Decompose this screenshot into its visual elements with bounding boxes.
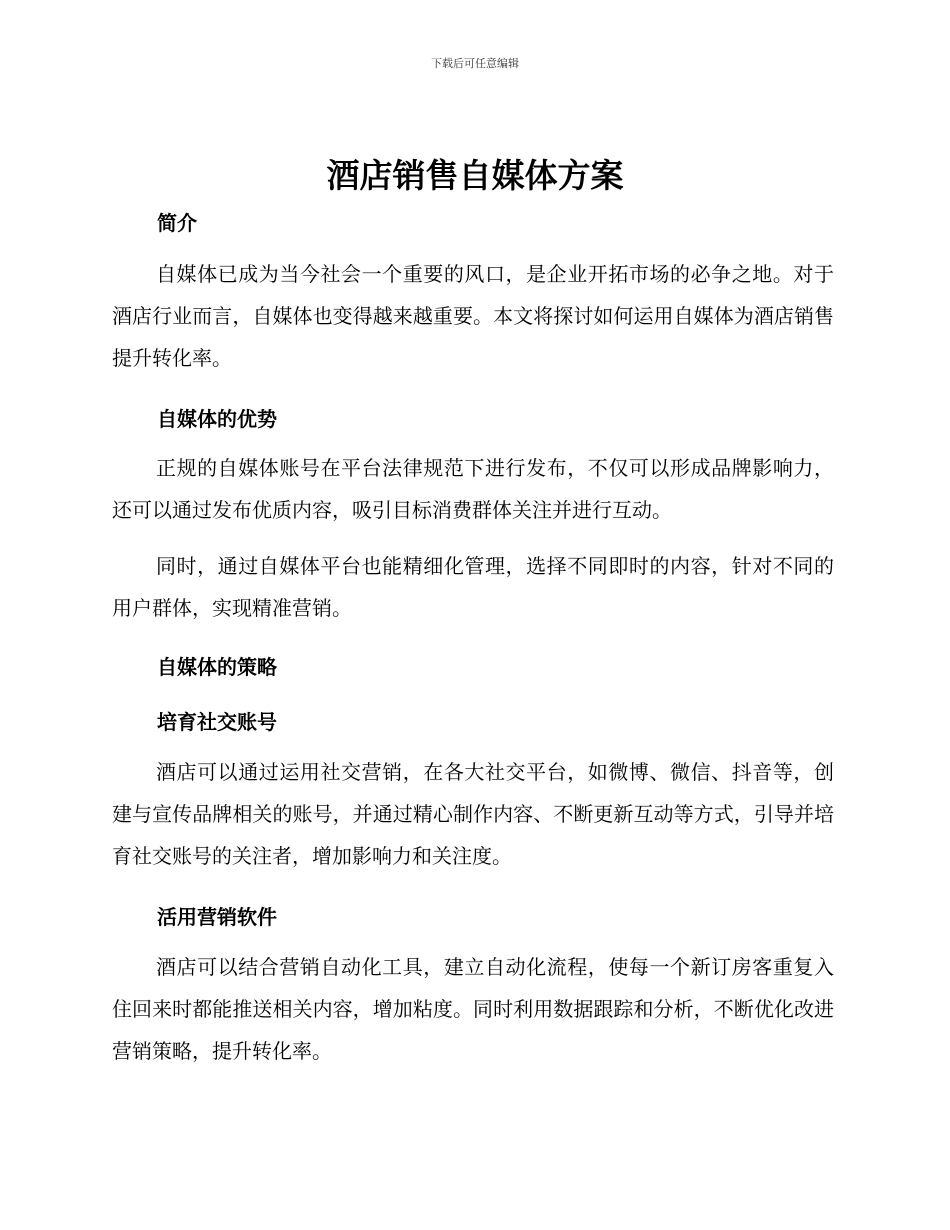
document-title: 酒店销售自媒体方案: [326, 156, 624, 195]
paragraph-marketing-software: 酒店可以结合营销自动化工具，建立自动化流程，使每一个新订房客重复入住回来时都能推送相关内容，增加粘度。同时利用数据跟踪和分析，不断优化改进营销策略，提升转化率。: [112, 955, 834, 1063]
heading-intro: 简介: [157, 211, 197, 235]
heading-marketing-software: 活用营销软件: [157, 905, 277, 929]
paragraph-advantage-2: 同时，通过自媒体平台也能精细化管理，选择不同即时的内容，针对不同的用户群体，实现精准营销。: [112, 554, 834, 620]
paragraph-advantage-1: 正规的自媒体账号在平台法律规范下进行发布，不仅可以形成品牌影响力，还可以通过发布优质内容，吸引目标消费群体关注并进行互动。: [112, 456, 834, 522]
heading-advantage: 自媒体的优势: [157, 407, 277, 431]
paragraph-intro: 自媒体已成为当今社会一个重要的风口，是企业开拓市场的必争之地。对于酒店行业而言，自媒体也变得越来越重要。本文将探讨如何运用自媒体为酒店销售提升转化率。: [112, 262, 834, 370]
heading-social-accounts: 培育社交账号: [157, 710, 277, 734]
heading-strategy: 自媒体的策略: [157, 655, 277, 679]
paragraph-social-accounts: 酒店可以通过运用社交营销，在各大社交平台，如微博、微信、抖音等，创建与宣传品牌相关的账号，并通过精心制作内容、不断更新互动等方式，引导并培育社交账号的关注者，增加影响力和关注度。: [112, 760, 834, 868]
header-note: 下载后可任意编辑: [431, 57, 519, 70]
